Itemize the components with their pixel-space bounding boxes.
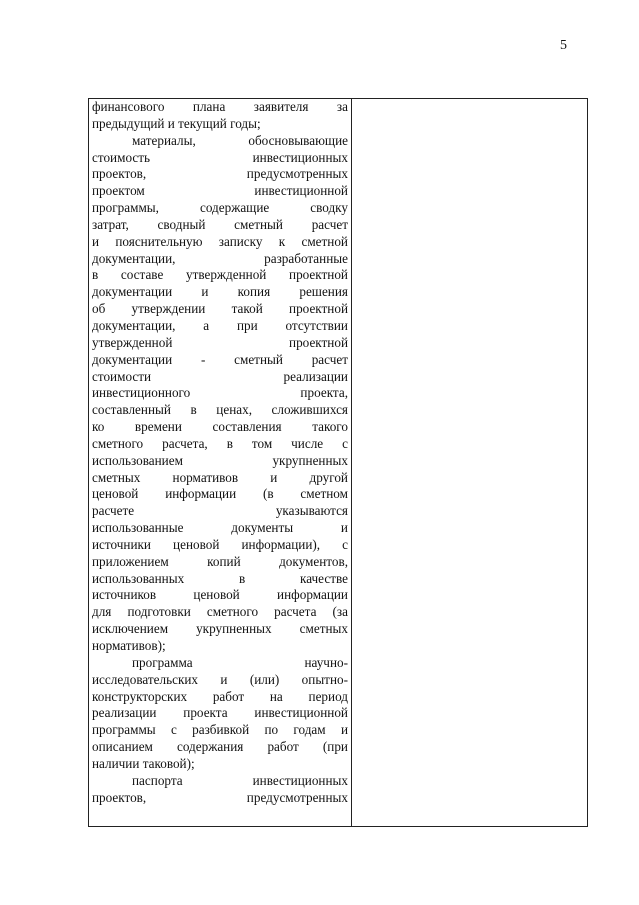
text-line: сметного расчета, в том числе с [92, 435, 348, 451]
text-line: проектов, предусмотренных [92, 166, 348, 182]
text-line: документации, разработанные [92, 250, 348, 266]
text-line: ценовой информации (в сметном [92, 486, 348, 502]
text-line: использованных в качестве [92, 570, 348, 586]
text-line: для подготовки сметного расчета (за [92, 604, 348, 620]
text-line: источники ценовой информации), с [92, 536, 348, 552]
text-line: утвержденной проектной [92, 334, 348, 350]
text-line: программа научно- [132, 654, 348, 670]
content-table [88, 98, 588, 827]
text-line: стоимость инвестиционных [92, 149, 348, 165]
page-number: 5 [560, 38, 567, 53]
text-line: в составе утвержденной проектной [92, 267, 348, 283]
text-line: финансового плана заявителя за [92, 99, 348, 114]
text-line: реализации проекта инвестиционной [92, 705, 348, 721]
table-row [89, 99, 588, 827]
text-line: составленный в ценах, сложившихся [92, 402, 348, 418]
table-cell-right [352, 99, 588, 827]
text-line: проектом инвестиционной [92, 183, 348, 199]
left-column-text [92, 99, 348, 806]
text-line: материалы, обосновывающие [132, 132, 348, 148]
text-line: об утверждении такой проектной [92, 301, 348, 317]
text-line: программы с разбивкой по годам и [92, 722, 348, 738]
text-line: ко времени составления такого [92, 419, 348, 435]
text-line: исследовательских и (или) опытно- [92, 671, 348, 687]
text-line: документации - сметный расчет [92, 351, 348, 367]
text-line: паспорта инвестиционных [132, 772, 348, 788]
text-line: исключением укрупненных сметных [92, 621, 348, 637]
text-line: проектов, предусмотренных [92, 789, 348, 805]
text-line: использованные документы и [92, 520, 348, 536]
table-cell-left [89, 99, 352, 827]
text-line: программы, содержащие сводку [92, 200, 348, 216]
text-line: источников ценовой информации [92, 587, 348, 603]
text-line: расчете указываются [92, 503, 348, 519]
text-line: и пояснительную записку к сметной [92, 233, 348, 249]
text-line: сметных нормативов и другой [92, 469, 348, 485]
text-line: затрат, сводный сметный расчет [92, 216, 348, 232]
text-line: предыдущий и текущий годы; [92, 115, 261, 131]
text-line: конструкторских работ на период [92, 688, 348, 704]
text-line: описанием содержания работ (при [92, 739, 348, 755]
text-line: стоимости реализации [92, 368, 348, 384]
text-line: документации и копия решения [92, 284, 348, 300]
text-line: документации, а при отсутствии [92, 317, 348, 333]
text-line: использованием укрупненных [92, 452, 348, 468]
text-line: нормативов); [92, 638, 166, 653]
text-line: приложением копий документов, [92, 553, 348, 569]
text-line: инвестиционного проекта, [92, 385, 348, 401]
text-line: наличии таковой); [92, 755, 195, 771]
